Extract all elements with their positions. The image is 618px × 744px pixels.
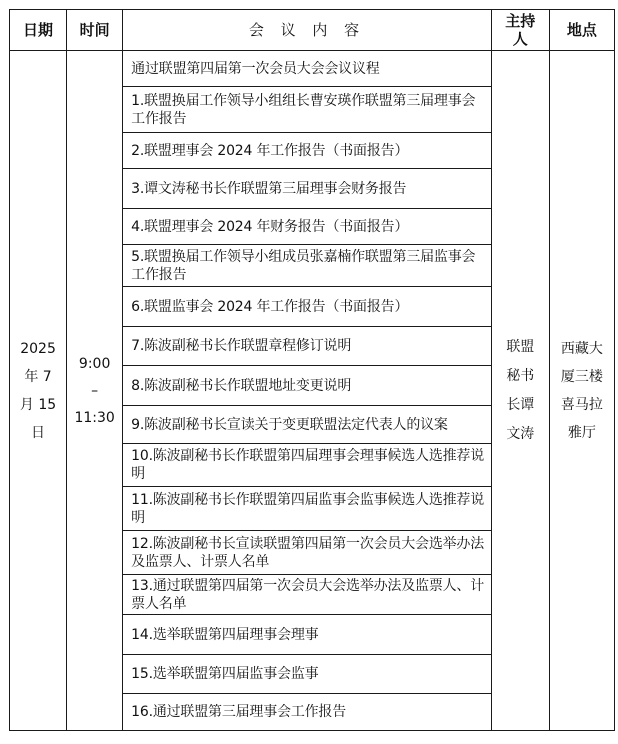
agenda-item: 10.陈波副秘书长作联盟第四届理事会理事候选人选推荐说明 bbox=[123, 444, 492, 487]
agenda-item: 8.陈波副秘书长作联盟地址变更说明 bbox=[123, 366, 492, 406]
time-end: 11:30 bbox=[74, 409, 115, 426]
agenda-item: 9.陈波副秘书长宣读关于变更联盟法定代表人的议案 bbox=[123, 406, 492, 444]
agenda-item: 5.联盟换届工作领导小组成员张嘉楠作联盟第三届监事会工作报告 bbox=[123, 245, 492, 287]
agenda-item: 2.联盟理事会 2024 年工作报告（书面报告） bbox=[123, 133, 492, 169]
agenda-item: 通过联盟第四届第一次会员大会会议议程 bbox=[123, 51, 492, 87]
header-time: 时间 bbox=[67, 10, 123, 51]
place-cell bbox=[549, 51, 614, 731]
place-line: 喜马拉 bbox=[560, 396, 603, 413]
table-row bbox=[10, 51, 615, 87]
place-line: 雅厅 bbox=[567, 424, 596, 441]
header-place: 地点 bbox=[549, 10, 614, 51]
header-host-label: 主持人 bbox=[505, 12, 536, 48]
agenda-item: 3.谭文涛秘书长作联盟第三届理事会财务报告 bbox=[123, 169, 492, 209]
agenda-item: 15.选举联盟第四届监事会监事 bbox=[123, 655, 492, 694]
host-line: 联盟 bbox=[506, 339, 535, 355]
host-line: 秘书 bbox=[506, 368, 535, 384]
agenda-item: 13.通过联盟第四届第一次会员大会选举办法及监票人、计票人名单 bbox=[123, 575, 492, 615]
place-line: 西藏大 bbox=[560, 340, 603, 357]
agenda-table bbox=[9, 9, 615, 731]
host-line: 文涛 bbox=[506, 426, 535, 442]
date-line: 日 bbox=[31, 424, 46, 441]
header-content: 会 议 内 容 bbox=[123, 10, 492, 51]
date-line: 年 7 bbox=[24, 368, 52, 385]
header-date: 日期 bbox=[10, 10, 67, 51]
time-cell bbox=[67, 51, 123, 731]
agenda-item: 4.联盟理事会 2024 年财务报告（书面报告） bbox=[123, 209, 492, 245]
agenda-item: 11.陈波副秘书长作联盟第四届监事会监事候选人选推荐说明 bbox=[123, 487, 492, 531]
agenda-item: 12.陈波副秘书长宣读联盟第四届第一次会员大会选举办法及监票人、计票人名单 bbox=[123, 531, 492, 575]
time-start: 9:00 bbox=[78, 355, 111, 372]
date-line: 月 15 bbox=[19, 396, 57, 413]
header-row bbox=[10, 10, 615, 51]
time-separator: – bbox=[91, 382, 99, 399]
host-cell bbox=[491, 51, 549, 731]
place-line: 厦三楼 bbox=[560, 368, 603, 385]
agenda-item: 6.联盟监事会 2024 年工作报告（书面报告） bbox=[123, 287, 492, 327]
date-cell bbox=[10, 51, 67, 731]
agenda-item: 1.联盟换届工作领导小组组长曹安瑛作联盟第三届理事会工作报告 bbox=[123, 87, 492, 133]
header-host bbox=[491, 10, 549, 51]
date-line: 2025 bbox=[20, 340, 56, 357]
agenda-item: 14.选举联盟第四届理事会理事 bbox=[123, 615, 492, 655]
agenda-body bbox=[10, 51, 615, 731]
agenda-item: 16.通过联盟第三届理事会工作报告 bbox=[123, 694, 492, 731]
agenda-item: 7.陈波副秘书长作联盟章程修订说明 bbox=[123, 327, 492, 366]
host-line: 长谭 bbox=[506, 397, 535, 413]
